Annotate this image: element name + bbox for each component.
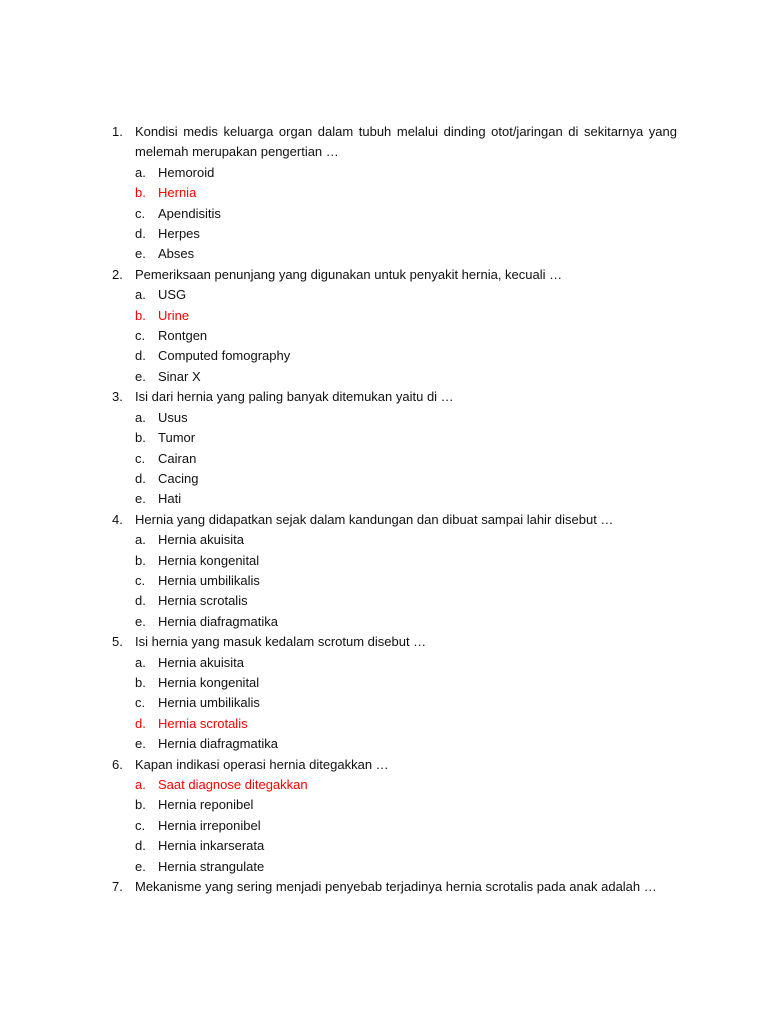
option-text: Sinar X (158, 368, 201, 384)
option-letter: c. (135, 328, 146, 344)
answer-option (112, 693, 677, 713)
question-number: 1. (112, 124, 123, 139)
option-text: Hernia diafragmatika (158, 613, 278, 629)
answer-options (112, 285, 677, 387)
option-text: Saat diagnose ditegakkan (158, 777, 308, 792)
question-item (112, 755, 677, 877)
option-letter: a. (135, 287, 146, 303)
option-text: Urine (158, 307, 190, 323)
option-letter: b. (135, 307, 146, 323)
option-text: Hernia diafragmatika (158, 736, 278, 752)
answer-option (112, 816, 677, 836)
question-row (112, 755, 677, 775)
option-letter: b. (135, 552, 146, 568)
option-text: Herpes (158, 226, 200, 242)
option-text: Hernia scrotalis (158, 715, 248, 731)
answer-option-correct (112, 714, 677, 734)
answer-option (112, 530, 677, 550)
option-text: Rontgen (158, 328, 208, 344)
option-letter: c. (135, 572, 146, 588)
option-text: Hernia irreponibel (158, 817, 261, 833)
question-text: Kapan indikasi operasi hernia ditegakkan … (135, 756, 389, 772)
option-letter: c. (135, 450, 146, 466)
answer-options (112, 775, 677, 877)
question-item (112, 122, 677, 265)
question-row (112, 122, 677, 163)
question-number: 4. (112, 511, 123, 527)
option-text: Hernia reponibel (158, 797, 254, 813)
question-text: Kondisi medis keluarga organ dalam tubuh melalui dinding otot/jaringan di sekitarnya yang melemah merupakan pengertian … (135, 124, 677, 160)
answer-options (112, 530, 677, 632)
option-text: Usus (158, 409, 188, 425)
question-text: Mekanisme yang sering menjadi penyebab terjadinya hernia scrotalis pada anak adalah … (135, 879, 657, 895)
option-text: Hernia scrotalis (158, 593, 248, 609)
option-text: Cacing (158, 470, 199, 486)
option-text: Tumor (158, 430, 196, 446)
answer-option-correct (112, 183, 677, 203)
option-text: Hernia strangulate (158, 858, 265, 874)
option-letter: e. (135, 613, 146, 629)
answer-option (112, 224, 677, 244)
option-letter: b. (135, 797, 146, 813)
answer-option (112, 408, 677, 428)
option-text: Hernia kongenital (158, 552, 260, 568)
answer-option (112, 734, 677, 754)
answer-option (112, 795, 677, 815)
option-letter: b. (135, 185, 146, 201)
option-letter: e. (135, 368, 146, 384)
option-letter: a. (135, 164, 146, 180)
question-row (112, 632, 677, 652)
option-text: Hernia kongenital (158, 674, 260, 690)
answer-option (112, 469, 677, 489)
option-letter: d. (135, 470, 146, 486)
answer-option (112, 673, 677, 693)
option-text: Cairan (158, 450, 197, 466)
option-text: Hernia akuisita (158, 654, 244, 670)
answer-option (112, 591, 677, 611)
question-text: Isi hernia yang masuk kedalam scrotum disebut … (135, 634, 427, 650)
option-text: Hemoroid (158, 164, 215, 180)
option-letter: b. (135, 430, 146, 446)
option-letter: c. (135, 695, 146, 711)
option-letter: e. (135, 246, 146, 262)
option-text: Hernia umbilikalis (158, 572, 260, 588)
answer-option-correct (112, 775, 677, 795)
answer-option (112, 244, 677, 264)
question-number: 6. (112, 756, 123, 772)
question-text: Pemeriksaan penunjang yang digunakan untuk penyakit hernia, kecuali … (135, 266, 563, 282)
question-item (112, 632, 677, 754)
option-text: Hernia (158, 185, 197, 201)
option-letter: c. (135, 205, 146, 221)
option-letter: a. (135, 654, 146, 670)
option-text: USG (158, 287, 187, 303)
question-text: Hernia yang didapatkan sejak dalam kandungan dan dibuat sampai lahir disebut … (135, 511, 614, 527)
option-text: Computed fomography (158, 348, 291, 364)
question-text: Isi dari hernia yang paling banyak ditemukan yaitu di … (135, 389, 454, 405)
answer-option (112, 285, 677, 305)
answer-option (112, 367, 677, 387)
question-row (112, 877, 677, 897)
question-item (112, 387, 677, 509)
option-letter: a. (135, 532, 146, 548)
option-text: Hernia umbilikalis (158, 695, 260, 711)
question-number: 7. (112, 879, 123, 895)
answer-option (112, 163, 677, 183)
question-item (112, 877, 677, 897)
answer-option-correct (112, 306, 677, 326)
answer-options (112, 163, 677, 265)
answer-option (112, 571, 677, 591)
answer-option (112, 551, 677, 571)
option-letter: a. (135, 409, 146, 425)
option-letter: e. (135, 858, 146, 874)
answer-options (112, 408, 677, 510)
option-letter: e. (135, 736, 146, 752)
answer-option (112, 489, 677, 509)
answer-option (112, 612, 677, 632)
option-letter: b. (135, 674, 146, 690)
question-row (112, 387, 677, 407)
answer-option (112, 836, 677, 856)
answer-options (112, 653, 677, 755)
question-number: 2. (112, 266, 123, 282)
question-number: 3. (112, 389, 123, 405)
question-row (112, 265, 677, 285)
option-text: Apendisitis (158, 205, 221, 221)
answer-option (112, 346, 677, 366)
answer-option (112, 326, 677, 346)
option-text: Hernia akuisita (158, 532, 244, 548)
answer-option (112, 653, 677, 673)
answer-option (112, 857, 677, 877)
answer-option (112, 204, 677, 224)
question-item (112, 510, 677, 632)
question-number: 5. (112, 634, 123, 650)
answer-option (112, 449, 677, 469)
option-text: Abses (158, 246, 195, 262)
option-letter: d. (135, 226, 146, 242)
question-row (112, 510, 677, 530)
option-letter: d. (135, 593, 146, 609)
option-letter: e. (135, 491, 146, 507)
option-letter: a. (135, 777, 146, 792)
option-letter: d. (135, 348, 146, 364)
option-letter: d. (135, 715, 146, 731)
question-item (112, 265, 677, 387)
answer-option (112, 428, 677, 448)
option-letter: d. (135, 838, 146, 854)
option-text: Hernia inkarserata (158, 838, 265, 854)
option-text: Hati (158, 491, 182, 507)
question-list (112, 122, 677, 897)
option-letter: c. (135, 817, 146, 833)
